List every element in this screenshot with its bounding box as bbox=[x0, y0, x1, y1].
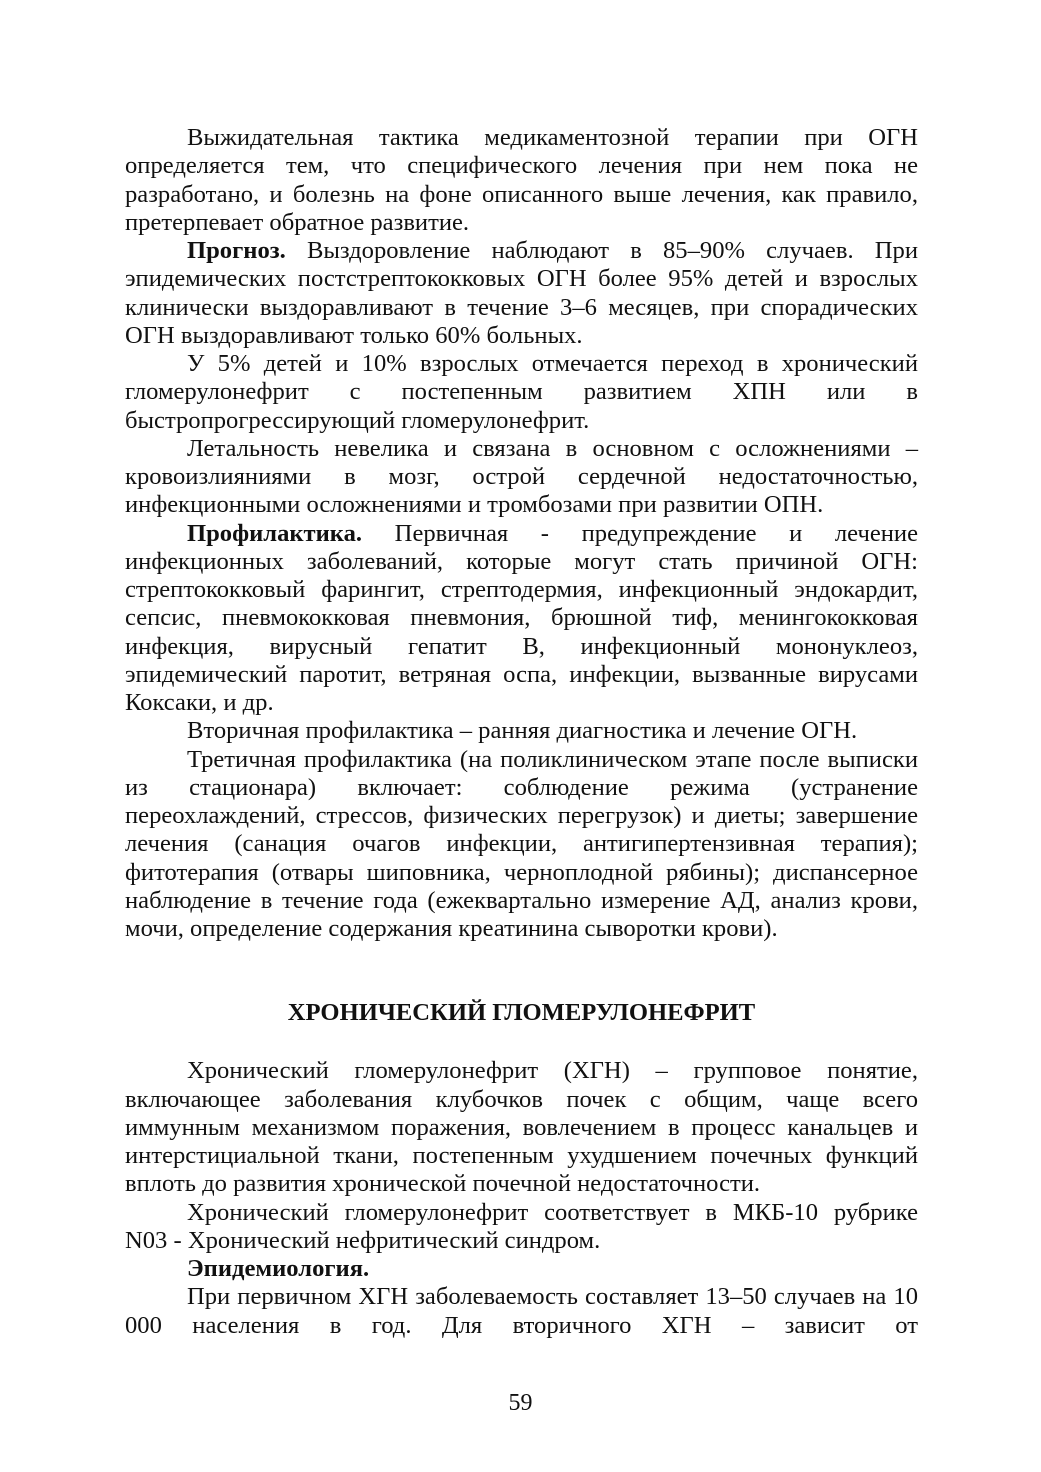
page-body bbox=[125, 124, 918, 1340]
page-number: 59 bbox=[508, 1390, 533, 1416]
paragraph-tertiary-prophylaxis bbox=[125, 746, 918, 944]
paragraph-chronic-transition bbox=[125, 350, 918, 435]
epidemiology-label: Эпидемиология. bbox=[187, 1255, 370, 1282]
paragraph-text: Летальность невелика и связана в основном с осложнениями – кровоизлияниями в мозг, острой сердечной недостаточностью, инфекционными осложнениями и тромбозами при развитии ОПН. bbox=[125, 434, 918, 519]
paragraph-text: Выздоровление наблюдают в 85–90% случаев. При эпидемических постстрептококковых ОГН более 95% детей и взрослых клинически выздоравливают в течение 3–6 месяцев, при спорадических ОГН выздоравливают только 60% больных. bbox=[125, 237, 918, 349]
prophylaxis-label: Профилактика. bbox=[187, 519, 363, 547]
section-heading: ХРОНИЧЕСКИЙ ГЛОМЕРУЛОНЕФРИТ bbox=[287, 999, 756, 1027]
prognosis-label: Прогноз. bbox=[187, 237, 286, 264]
paragraph-text: Хронический гломерулонефрит соответствует в МКБ-10 рубрике N03 - Хронический нефритический синдром. bbox=[125, 1198, 918, 1254]
paragraph-epidemiology bbox=[125, 1283, 918, 1340]
paragraph-text: Хронический гломерулонефрит (ХГН) – групповое понятие, включающее заболевания клубочков почек с общим, чаще всего иммунным механизмом поражения, вовлечением в процесс канальцев и интерстициальной ткани, постепенным ухудшением почечных функций вплоть до развития хронической почечной недостаточности. bbox=[125, 1057, 918, 1198]
paragraph-text: У 5% детей и 10% взрослых отмечается переход в хронический гломерулонефрит с постепенным развитием ХПН или в быстропрогрессирующий гломерулонефрит. bbox=[125, 350, 918, 434]
paragraph-prophylaxis bbox=[125, 520, 918, 718]
paragraph-prognosis bbox=[125, 237, 918, 350]
paragraph-text: Выжидательная тактика медикаментозной терапии при ОГН определяется тем, что специфического лечения при нем пока не разработано, и болезнь на фоне описанного выше лечения, как правило, претерпевает обратное развитие. bbox=[125, 124, 918, 236]
paragraph-text: При первичном ХГН заболеваемость составляет 13–50 случаев на 10 000 населения в год. Для вторичного ХГН – зависит от bbox=[125, 1283, 918, 1339]
paragraph-definition bbox=[125, 1057, 918, 1198]
paragraph-tactics bbox=[125, 124, 918, 237]
paragraph-text: Вторичная профилактика – ранняя диагностика и лечение ОГН. bbox=[187, 717, 858, 745]
paragraph-epidemiology-heading bbox=[125, 1255, 918, 1283]
paragraph-text: Первичная - предупреждение и лечение инфекционных заболеваний, которые могут стать причиной ОГН: стрептококковый фарингит, стрептодермия, инфекционный эндокардит, сепсис, пневмококковая пневмония, брюшной тиф, менингококковая инфекция, вирусный гепатит В, инфекционный мононуклеоз, эпидемический паротит, ветряная оспа, инфекции, вызванные вирусами Коксаки, и др. bbox=[125, 519, 918, 716]
paragraph-icd bbox=[125, 1199, 918, 1256]
paragraph-text: Третичная профилактика (на поликлиническом этапе после выписки из стационара) включает: соблюдение режима (устранение переохлаждений, стрессов, физических перегрузок) и диеты; завершение лечения (санация очагов инфекции, антигипертензивная терапия); фитотерапия (отвары шиповника, черноплодной рябины); диспансерное наблюдение в течение года (ежеквартально измерение АД, анализ крови, мочи, определение содержания креатинина сыворотки крови). bbox=[125, 745, 918, 942]
paragraph-secondary-prophylaxis bbox=[125, 717, 918, 745]
paragraph-lethality bbox=[125, 435, 918, 520]
